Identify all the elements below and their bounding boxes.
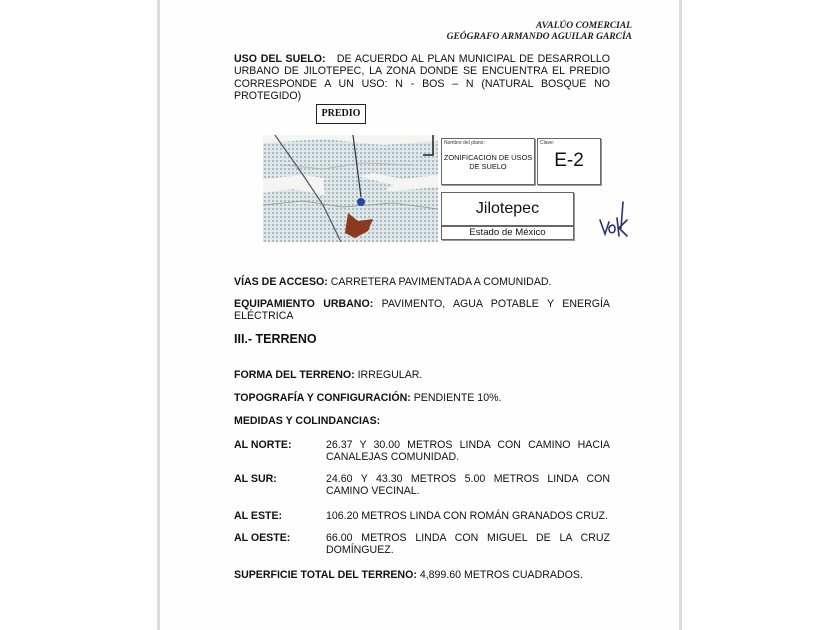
colindancia-label: AL SUR: bbox=[234, 473, 277, 485]
forma-text: IRREGULAR. bbox=[357, 369, 423, 381]
state-box bbox=[441, 226, 574, 240]
zoning-map-graphic bbox=[263, 135, 438, 242]
colindancia-text: 106.20 METROS LINDA CON ROMÁN GRANADOS CRUZ. bbox=[326, 510, 608, 522]
superficie-label: SUPERFICIE TOTAL DEL TERRENO: bbox=[234, 569, 417, 581]
plan-key-caption: Clave: bbox=[540, 140, 555, 146]
topografia-text: PENDIENTE 10%. bbox=[413, 392, 502, 404]
predio-marker bbox=[357, 198, 365, 206]
colindancia-label: AL OESTE: bbox=[234, 532, 291, 544]
equipamiento-text: PAVIMENTO, AGUA POTABLE Y ENERGÍA ELÉCTRICA bbox=[234, 298, 610, 323]
topografia-label: TOPOGRAFÍA Y CONFIGURACIÓN: bbox=[234, 392, 411, 404]
plan-name-caption: Nombre del plano: bbox=[444, 140, 485, 146]
plan-key-value: E-2 bbox=[554, 150, 584, 171]
document-header bbox=[447, 21, 632, 43]
superficie-line bbox=[234, 569, 610, 581]
forma-line bbox=[234, 369, 610, 381]
equipamiento-paragraph bbox=[234, 298, 610, 323]
plan-name-value: ZONIFICACION DE USOS DE SUELO bbox=[443, 153, 533, 171]
forma-label: FORMA DEL TERRENO: bbox=[234, 369, 355, 381]
colindancia-text: 26.37 Y 30.00 METROS LINDA CON CAMINO HACIA CANALEJAS COMUNIDAD. bbox=[326, 439, 610, 464]
municipality-name: Jilotepec bbox=[475, 200, 540, 217]
signature-mark bbox=[597, 198, 631, 238]
plan-name-box bbox=[441, 138, 535, 185]
uso-suelo-text: DE ACUERDO AL PLAN MUNICIPAL DE DESARROLLO URBANO DE JILOTEPEC, LA ZONA DONDE SE ENCUENTRA EL PREDIO CORRESPONDE A UN USO: N - BOS – N (NATURAL BOSQUE NO PROTEGIDO) bbox=[234, 53, 610, 103]
protected-zone-north bbox=[263, 139, 438, 181]
colindancia-label: AL NORTE: bbox=[234, 439, 292, 451]
uso-suelo-label: USO DEL SUELO: bbox=[234, 53, 326, 65]
municipality-box bbox=[441, 192, 574, 226]
state-name: Estado de México bbox=[469, 227, 546, 238]
medidas-title-text: MEDIDAS Y COLINDANCIAS: bbox=[234, 415, 381, 427]
page-edge-right bbox=[679, 0, 682, 630]
predio-label-box: PREDIO bbox=[316, 104, 366, 124]
superficie-text: 4,899.60 METROS CUADRADOS. bbox=[419, 569, 583, 581]
equipamiento-label: EQUIPAMIENTO URBANO: bbox=[234, 298, 374, 310]
topografia-line bbox=[234, 392, 610, 404]
header-title: AVALÚO COMERCIAL bbox=[536, 21, 632, 31]
plan-key-box bbox=[537, 138, 601, 185]
medidas-title bbox=[234, 415, 610, 427]
uso-suelo-paragraph bbox=[234, 53, 610, 103]
vias-acceso-text: CARRETERA PAVIMENTADA A COMUNIDAD. bbox=[330, 276, 552, 288]
vias-acceso-label: VÍAS DE ACCESO: bbox=[234, 276, 328, 288]
vias-acceso-line bbox=[234, 276, 610, 288]
document-page bbox=[160, 0, 679, 630]
section-heading-terreno: III.- TERRENO bbox=[234, 332, 317, 346]
header-author: GEÓGRAFO ARMANDO AGUILAR GARCÍA bbox=[446, 32, 632, 42]
colindancia-label: AL ESTE: bbox=[234, 510, 283, 522]
colindancia-text: 24.60 Y 43.30 METROS 5.00 METROS LINDA CON CAMINO VECINAL. bbox=[326, 473, 610, 498]
colindancia-text: 66.00 METROS LINDA CON MIGUEL DE LA CRUZ DOMÍNGUEZ. bbox=[326, 532, 610, 557]
zoning-map bbox=[263, 135, 438, 242]
